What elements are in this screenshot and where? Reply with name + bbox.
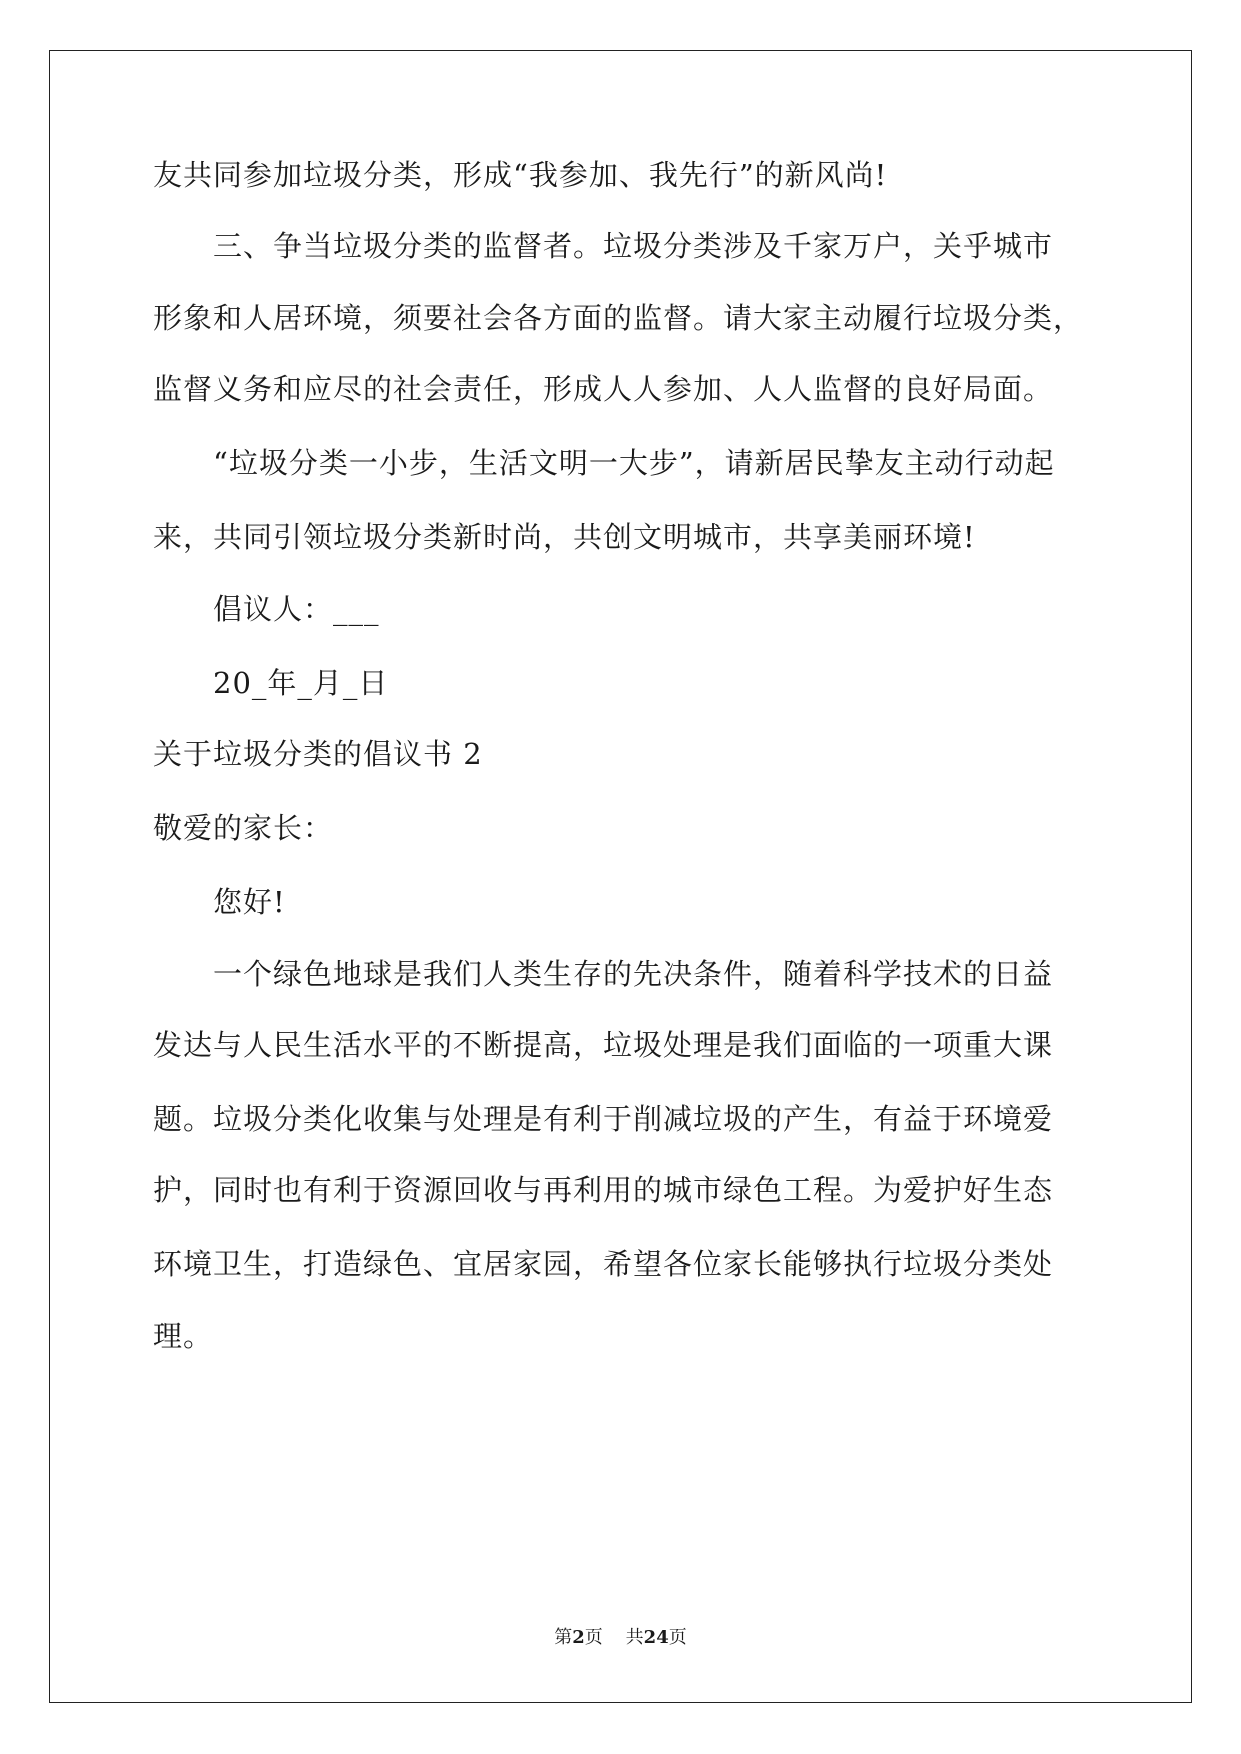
body-line-8: 发达与人民生活水平的不断提高，垃圾处理是我们面临的一项重大课 — [153, 1028, 1054, 1062]
body-line-12: 理。 — [153, 1319, 214, 1353]
body-line-4: 监督义务和应尽的社会责任，形成人人参加、人人监督的良好局面。 — [153, 372, 1054, 406]
page-number: 2 — [572, 1627, 585, 1648]
page-label-suffix: 页 — [584, 1627, 603, 1648]
total-label-suffix: 页 — [668, 1627, 687, 1648]
body-line-3: 形象和人居环境，须要社会各方面的监督。请大家主动履行垃圾分类， — [153, 301, 1084, 335]
body-line-7: 一个绿色地球是我们人类生存的先决条件，随着科学技术的日益 — [213, 957, 1054, 991]
total-pages: 24 — [643, 1627, 669, 1648]
body-line-2: 三、争当垃圾分类的监督者。垃圾分类涉及千家万户，关乎城市 — [213, 229, 1054, 263]
page-label-prefix: 第 — [554, 1627, 573, 1648]
section-heading: 关于垃圾分类的倡议书 2 — [153, 737, 483, 771]
body-line-11: 环境卫生，打造绿色、宜居家园，希望各位家长能够执行垃圾分类处 — [153, 1247, 1054, 1281]
body-line-10: 护，同时也有利于资源回收与再利用的城市绿色工程。为爱护好生态 — [153, 1173, 1054, 1207]
signatory-line: 倡议人：___ — [213, 592, 380, 626]
date-line: 20_年_月_日 — [213, 666, 389, 700]
body-line-5: “垃圾分类一小步，生活文明一大步”，请新居民挚友主动行动起 — [213, 446, 1055, 480]
greeting: 您好! — [213, 885, 286, 919]
total-label-prefix: 共 — [625, 1627, 644, 1648]
body-line-6: 来，共同引领垃圾分类新时尚，共创文明城市，共享美丽环境! — [153, 520, 976, 554]
body-line-1: 友共同参加垃圾分类，形成“我参加、我先行”的新风尚! — [153, 158, 888, 192]
body-line-9: 题。垃圾分类化收集与处理是有利于削减垃圾的产生，有益于环境爱 — [153, 1102, 1054, 1136]
page-footer — [0, 1626, 1241, 1650]
salutation: 敬爱的家长： — [153, 811, 334, 845]
